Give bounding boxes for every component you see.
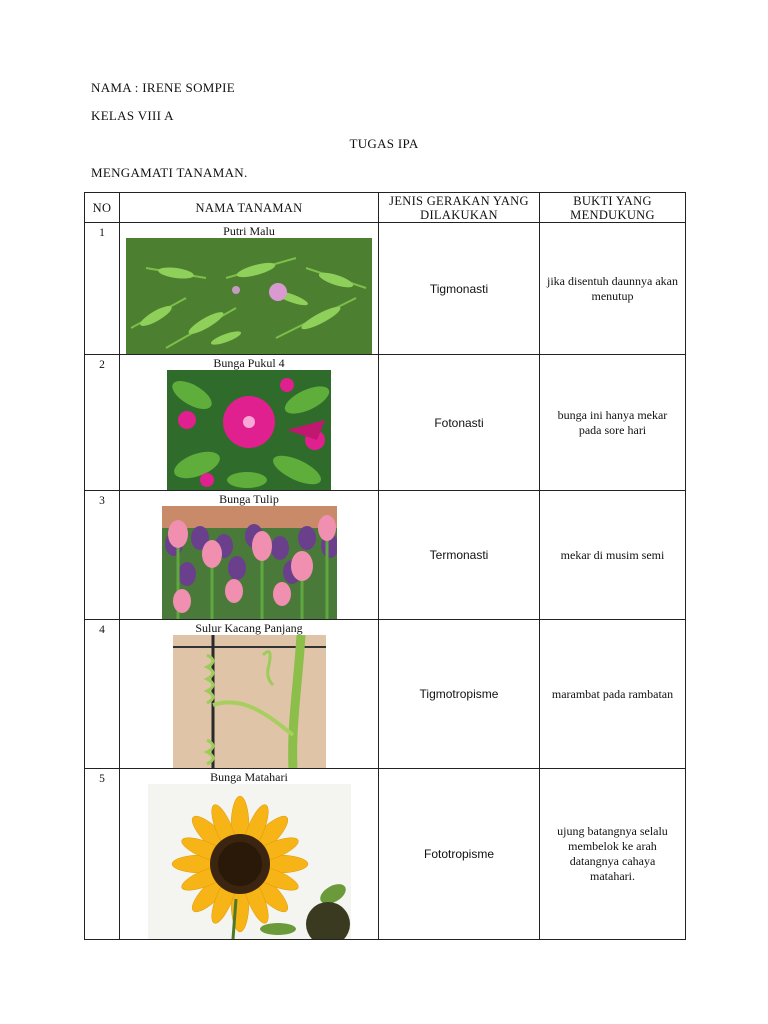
row-number: 2 [85,355,120,491]
table-row [85,355,686,491]
column-header-plant-name: NAMA TANAMAN [120,193,379,223]
movement-type: Fototropisme [379,769,540,940]
mimosa-plant-photo [126,238,372,354]
page-subtitle: MENGAMATI TANAMAN. [91,165,248,180]
row-number: 4 [85,620,120,769]
plant-cell [120,355,379,491]
table-header-row [85,193,686,223]
column-header-movement: JENIS GERAKAN YANG DILAKUKAN [379,193,540,223]
movement-type: Tigmotropisme [379,620,540,769]
four-oclock-flower-photo [167,370,331,490]
observation-table [84,192,686,940]
supporting-evidence: bunga ini hanya mekar pada sore hari [540,355,686,491]
plant-cell [120,491,379,620]
supporting-evidence: marambat pada rambatan [540,620,686,769]
column-header-proof: BUKTI YANG MENDUKUNG [540,193,686,223]
plant-cell [120,620,379,769]
row-number: 3 [85,491,120,620]
movement-type: Tigmonasti [379,223,540,355]
plant-name: Bunga Matahari [210,770,288,784]
column-header-no: NO [85,193,120,223]
movement-type: Fotonasti [379,355,540,491]
supporting-evidence: jika disentuh daunnya akan menutup [540,223,686,355]
table-row [85,620,686,769]
movement-type: Termonasti [379,491,540,620]
table-row [85,769,686,940]
tulip-field-photo [162,506,337,619]
sunflower-photo [148,784,351,939]
supporting-evidence: ujung batangnya selalu membelok ke arah datangnya cahaya matahari. [540,769,686,940]
table-row [85,223,686,355]
page-title: TUGAS IPA [349,136,419,151]
plant-cell [120,769,379,940]
student-name: NAMA : IRENE SOMPIE [91,80,236,95]
plant-name: Sulur Kacang Panjang [195,621,303,635]
supporting-evidence: mekar di musim semi [540,491,686,620]
row-number: 5 [85,769,120,940]
student-class: KELAS VIII A [91,108,174,123]
row-number: 1 [85,223,120,355]
plant-cell [120,223,379,355]
plant-name: Putri Malu [223,224,275,238]
plant-name: Bunga Pukul 4 [213,356,285,370]
bean-tendril-photo [173,635,326,768]
plant-name: Bunga Tulip [219,492,279,506]
table-row [85,491,686,620]
